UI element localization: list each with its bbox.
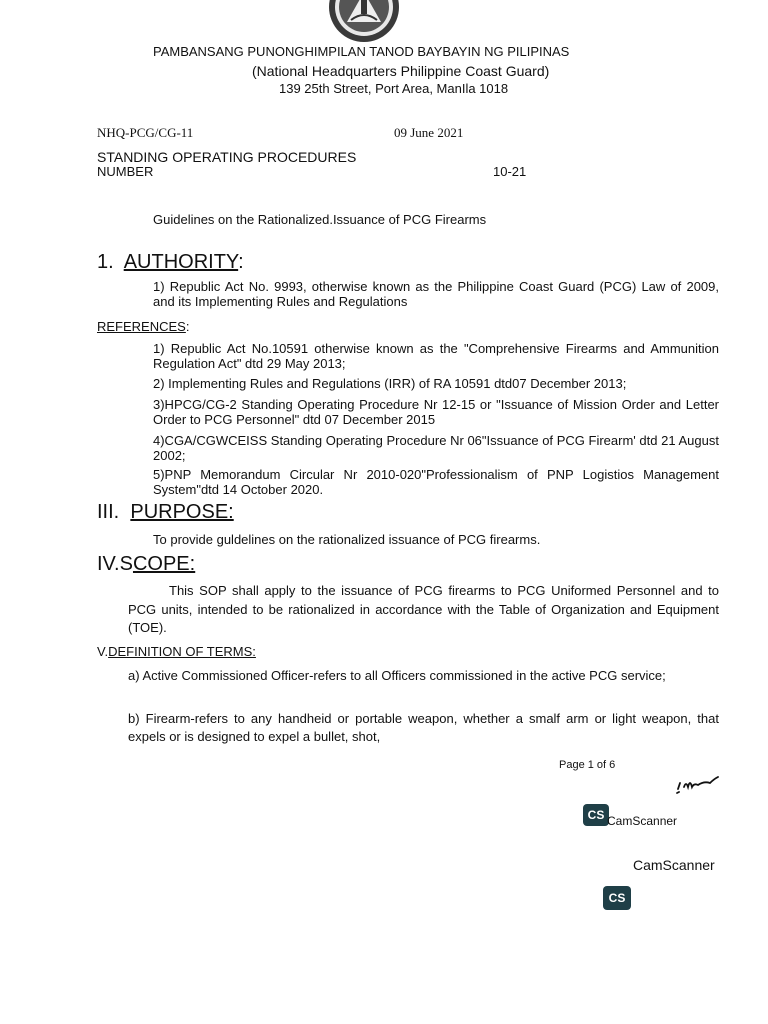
purpose-text: To provide guldelines on the rationalized issuance of PCG firearms. (153, 532, 541, 547)
scope-text: This SOP shall apply to the issuance of PCG firearms to PCG Uniformed Personnel and to PCG units, intended to be rationalized in accordance with the Table of Organization and Equipment (TOE). (128, 583, 719, 635)
reference-item: 3)HPCG/CG-2 Standing Operating Procedure Nr 12-15 or "Issuance of Mission Order and Letter Order to PCG Personnel" dtd 07 December 2015 (153, 397, 719, 427)
definitions-heading: V.DEFINITION OF TERMS: (97, 644, 256, 659)
section-scope-heading: IV.SCOPE: (97, 553, 196, 575)
authority-item: 1) Republic Act No. 9993, otherwise known as the Philippine Coast Guard (PCG) Law of 2009, and its Implementing Rules and Regulations (153, 279, 719, 309)
reference-code: NHQ-PCG/CG-11 (97, 125, 194, 140)
signature-icon (676, 773, 720, 795)
page-number: Page 1 of 6 (559, 759, 616, 771)
camscanner-label: CamScanner (633, 857, 715, 873)
agency-name-english: (National Headquarters Philippine Coast Guard) (252, 63, 550, 79)
camscanner-logo-icon: CS (603, 886, 631, 910)
definition-item: b) Firearm-refers to any handheid or portable weapon, whether a smalf arm or light weapon, that expels or is designed to expel a bullet, shot, (128, 711, 719, 744)
sop-title: STANDING OPERATING PROCEDURES (97, 149, 357, 165)
section-authority-heading: 1. AUTHORITY: (97, 251, 244, 273)
sop-number-label: NUMBER (97, 164, 154, 179)
camscanner-watermark (583, 804, 677, 826)
camscanner-logo-icon: CS (583, 804, 609, 826)
sop-number-value: 10-21 (493, 164, 527, 179)
reference-item: 4)CGA/CGWCEISS Standing Operating Procedure Nr 06"Issuance of PCG Firearm' dtd 21 August 2002; (153, 433, 719, 463)
document-subject: Guidelines on the Rationalized.Issuance of PCG Firearms (153, 212, 487, 227)
agency-name: PAMBANSANG PUNONGHIMPILAN TANOD BAYBAYIN NG PILIPINAS (153, 44, 570, 59)
document-date: 09 June 2021 (394, 125, 464, 140)
references-heading: REFERENCES: (97, 319, 190, 334)
coast-guard-seal-icon (327, 0, 401, 44)
reference-item: 5)PNP Memorandum Circular Nr 2010-020"Professionalism of PNP Logistios Management System"dtd 14 October 2020. (153, 467, 719, 497)
reference-item: 1) Republic Act No.10591 otherwise known as the "Comprehensive Firearms and Ammunition Regulation Act" dtd 29 May 2013; (153, 341, 719, 371)
definition-item: a) Active Commissioned Officer-refers to all Officers commissioned in the active PCG service; (128, 668, 666, 683)
section-purpose-heading: III. PURPOSE: (97, 501, 234, 523)
reference-item: 2) Implementing Rules and Regulations (IRR) of RA 10591 dtd07 December 2013; (153, 376, 627, 391)
agency-address: 139 25th Street, Port Area, ManIla 1018 (279, 81, 509, 96)
camscanner-label: CamScanner (607, 814, 678, 828)
